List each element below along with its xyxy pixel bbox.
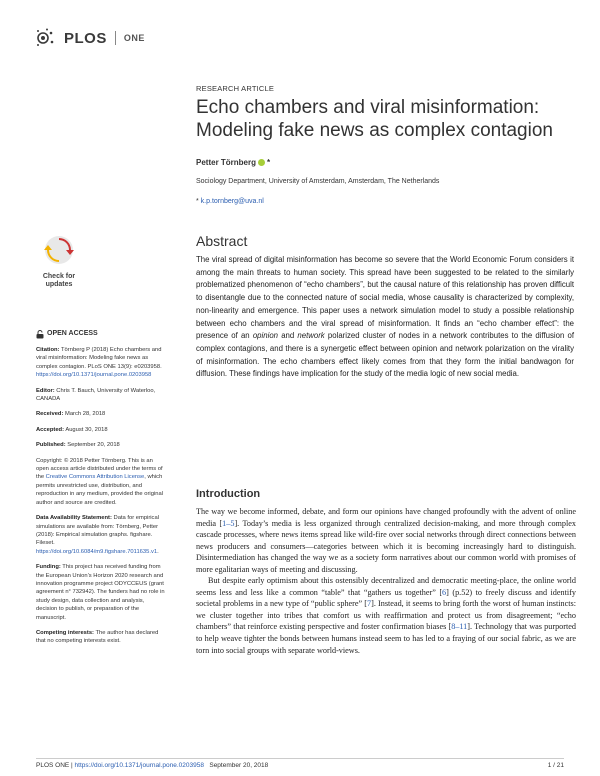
check-for-updates-badge[interactable] bbox=[36, 234, 82, 288]
intro-p2-text-d: ]. Technology that was purported to help weave tighter the bonds between humans instead seem to has led to a fraying of our social fabric, as we are torn into social groups with separate world-views. bbox=[196, 622, 577, 655]
citation-doi-link[interactable]: https://doi.org/10.1371/journal.pone.0203958 bbox=[36, 372, 152, 379]
page-number: 1 / 21 bbox=[547, 762, 564, 769]
ref-6[interactable]: 6 bbox=[442, 587, 447, 597]
plos-logo-icon bbox=[36, 28, 60, 48]
license-link[interactable]: Creative Commons Attribution License bbox=[45, 474, 145, 481]
email-line bbox=[196, 198, 264, 205]
badge-label-line2: updates bbox=[45, 281, 73, 288]
competing-interests bbox=[36, 629, 166, 646]
accepted bbox=[36, 426, 166, 434]
abstract-part1: The viral spread of digital misinformation has become so severe that the World Economic Forum considers it among the main threats to human society. This spread have been suggested to be related to the similarly problematized phenomenon of “echo chambers”, but the causal nature of this relationship has proven difficult to disentangle due to the connected nature of social media, whose causality is characterized by complexity, non-linearity and emergence. This paper uses a network simulation model to study a possible relationship between echo chambers and the viral spread of misinformation. It finds an “echo chamber effect”: the presence of an bbox=[196, 255, 574, 341]
accepted-label: Accepted: bbox=[36, 426, 65, 433]
email-link[interactable]: k.p.tornberg@uva.nl bbox=[200, 198, 264, 205]
abstract-mid: and bbox=[278, 331, 298, 341]
article-type: RESEARCH ARTICLE bbox=[196, 84, 275, 93]
competing-label: Competing interests: bbox=[36, 629, 94, 636]
editor-text: Chris T. Bauch, University of Waterloo, CANADA bbox=[36, 387, 156, 403]
intro-p2-text-a: But despite early optimism about this ostensibly decentralized and democratic meeting-place, the online world seems less and less like a common “table” that “gathers us together” [ bbox=[196, 576, 576, 597]
introduction-heading: Introduction bbox=[196, 488, 261, 500]
received-label: Received: bbox=[36, 411, 64, 418]
plos-logo bbox=[36, 28, 145, 48]
copyright bbox=[36, 457, 166, 507]
affiliation: Sociology Department, University of Amsterdam, Amsterdam, The Netherlands bbox=[196, 178, 440, 185]
funding bbox=[36, 563, 166, 622]
footer-journal: PLOS ONE bbox=[36, 762, 70, 769]
article-title: Echo chambers and viral misinformation: Modeling fake news as complex contagion bbox=[196, 97, 553, 141]
data-availability bbox=[36, 514, 166, 556]
footer-divider bbox=[36, 758, 564, 759]
badge-label-line1: Check for bbox=[42, 273, 76, 280]
received-date: March 28, 2018 bbox=[63, 411, 106, 418]
published bbox=[36, 441, 166, 449]
copyright-text1: Copyright: © 2018 Petter Törnberg. This is an open access article distributed under the terms of the bbox=[36, 457, 163, 481]
badge-label bbox=[36, 273, 82, 289]
introduction-body bbox=[196, 506, 576, 656]
footer-sep: | bbox=[69, 762, 75, 769]
abstract-heading: Abstract bbox=[196, 233, 248, 249]
abstract-text bbox=[196, 254, 574, 381]
intro-p1-text-a: The way we become informed, debate, and form our opinions have changed profoundly with the advent of online media [ bbox=[196, 507, 576, 528]
figshare-link[interactable]: https://doi.org/10.6084/m9.figshare.7011635.v1 bbox=[36, 548, 158, 555]
citation-label: Citation: bbox=[36, 347, 60, 353]
logo-divider bbox=[115, 31, 116, 45]
abstract-em-opinion: opinion bbox=[252, 331, 278, 341]
published-label: Published: bbox=[36, 442, 66, 449]
intro-p2-text-c: ]. Instead, it seems to bring forth the worst of human instincts: we cluster together into tribes that comfort us with reaffirmation and protect us from disagreement; “echo chambers” that reinforce existing perspective and foster confirmation biases [ bbox=[196, 599, 576, 632]
author-line bbox=[196, 158, 270, 167]
author-mark: * bbox=[267, 158, 271, 167]
orcid-icon[interactable] bbox=[258, 159, 265, 166]
open-lock-icon bbox=[36, 330, 44, 339]
abstract-em-network: network bbox=[297, 331, 325, 341]
author-name[interactable]: Petter Törnberg bbox=[196, 158, 257, 167]
copyright-text2: , which permits unrestricted use, distribution, and reproduction in any medium, provided the original author and source are credited. bbox=[36, 474, 163, 506]
email-prefix: * bbox=[196, 198, 201, 205]
received bbox=[36, 410, 166, 418]
footer-date: September 20, 2018 bbox=[209, 762, 269, 769]
citation-text: Törnberg P (2018) Echo chambers and viral misinformation: Modeling fake news as complex contagion. PLoS ONE 13(9): e0203958. bbox=[36, 347, 162, 370]
editor-label: Editor: bbox=[36, 387, 55, 394]
page-footer bbox=[36, 762, 564, 769]
ref-8-11[interactable]: 8–11 bbox=[451, 622, 468, 632]
ref-7[interactable]: 7 bbox=[367, 599, 372, 609]
ref-1-5[interactable]: 1–5 bbox=[222, 518, 235, 528]
funding-text: This project has received funding from the European Union’s Horizon 2020 research and innovation programme project ODYCCEUS (grant agreement n° 732942). The funders had no role in study design, data collection and analysis, decision to publish, or preparation of the manuscript. bbox=[36, 564, 165, 621]
journal-name: ONE bbox=[123, 33, 145, 43]
footer-left bbox=[36, 762, 268, 769]
data-availability-label: Data Availability Statement: bbox=[36, 515, 112, 522]
intro-paragraph-2 bbox=[196, 575, 576, 656]
open-access-text: OPEN ACCESS bbox=[47, 330, 98, 338]
competing-text: The author has declared that no competing interests exist. bbox=[36, 629, 159, 645]
published-date: September 20, 2018 bbox=[65, 442, 120, 449]
logo-text: PLOS bbox=[64, 29, 107, 47]
abstract-part2: polarized cluster of nodes in a network contributes to the diffusion of complex contagions, and there is a synergetic effect between opinion and network polarization on the virality of misinformation. The echo chambers effect likely comes from that they form the initial bandwagon for diffusion. These findings have implication for the study of the media logic of new social media. bbox=[196, 331, 575, 379]
intro-p2-text-b: ] (p.52) to freely discuss and identify societal problems in a new type of “public sphere” [ bbox=[196, 587, 576, 609]
open-access-label bbox=[36, 330, 166, 339]
intro-paragraph-1 bbox=[196, 506, 576, 575]
citation bbox=[36, 346, 166, 380]
check-updates-icon bbox=[36, 234, 82, 266]
footer-doi-link[interactable]: https://doi.org/10.1371/journal.pone.0203958 bbox=[74, 762, 204, 769]
accepted-date: August 30, 2018 bbox=[64, 426, 108, 433]
intro-p1-text-b: ]. Today’s media is less organized through centralized decision-making, and more through complex cascade processes, where news items spread like wild-fire over social networks through direct connections between news producers and consumers—categories between which it is becoming increasingly hard to distinguish. Disintermediation has changed the way we as a society form narratives about our common world with promises of more egalitarian ways of meeting and discussing. bbox=[196, 518, 577, 574]
article-sidebar bbox=[36, 330, 166, 653]
data-availability-end: . bbox=[157, 548, 159, 555]
editor bbox=[36, 387, 166, 404]
data-availability-text: Data for empirical simulations are available from: Törnberg, Petter (2018): Empirical simulation graphs. figshare. Fileset. bbox=[36, 515, 159, 547]
funding-label: Funding: bbox=[36, 564, 61, 571]
